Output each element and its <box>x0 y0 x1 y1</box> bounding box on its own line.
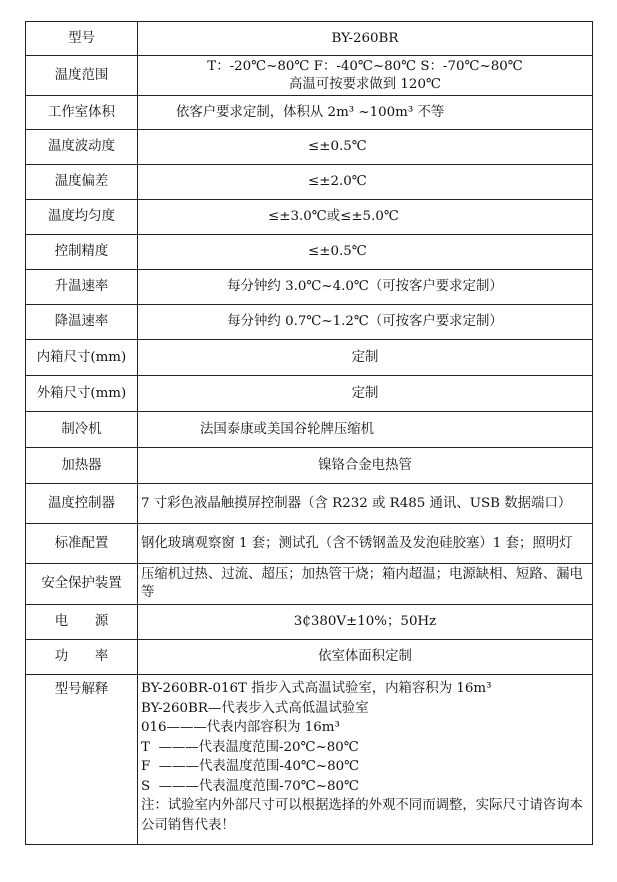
table-row <box>26 524 593 564</box>
row-label: 型号解释 <box>26 675 138 845</box>
row-value: 钢化玻璃观察窗 1 套；测试孔（含不锈钢盖及发泡硅胶塞）1 套；照明灯 <box>138 524 593 564</box>
row-value: ≤±0.5℃ <box>138 235 593 270</box>
row-value: 依客户要求定制，体积从 2m³ ~100m³ 不等 <box>138 96 593 130</box>
row-value: ≤±0.5℃ <box>138 130 593 165</box>
model-explain-line: F ———代表温度范围-40℃~80℃ <box>141 759 360 774</box>
row-value: 定制 <box>138 376 593 412</box>
row-label: 温度控制器 <box>26 484 138 524</box>
model-explain-line: T ———代表温度范围-20℃~80℃ <box>141 739 359 755</box>
row-value: 每分钟约 0.7℃~1.2℃（可按客户要求定制） <box>138 305 593 340</box>
row-label: 控制精度 <box>26 235 138 270</box>
table-row <box>26 340 593 376</box>
table-row <box>26 305 593 340</box>
row-value: 法国泰康或美国谷轮牌压缩机 <box>138 412 593 448</box>
row-value <box>138 56 593 96</box>
table-row <box>26 270 593 305</box>
row-value: 镍铬合金电热管 <box>138 448 593 484</box>
row-label: 内箱尺寸(mm) <box>26 340 138 376</box>
row-value: ≤±3.0℃或≤±5.0℃ <box>138 200 593 235</box>
spec-table <box>25 21 593 845</box>
table-row <box>26 412 593 448</box>
table-row <box>26 165 593 200</box>
row-label: 工作室体积 <box>26 96 138 130</box>
model-explain-line: S ———代表温度范围-70℃~80℃ <box>141 778 359 794</box>
row-label: 温度均匀度 <box>26 200 138 235</box>
row-value: 压缩机过热、过流、超压；加热管干烧；箱内超温；电源缺相、短路、漏电等 <box>138 564 593 605</box>
row-label: 升温速率 <box>26 270 138 305</box>
value-line: 高温可按要求做到 120℃ <box>289 76 441 92</box>
row-value <box>138 675 593 845</box>
table-row <box>26 564 593 605</box>
row-value: 每分钟约 3.0℃~4.0℃（可按客户要求定制） <box>138 270 593 305</box>
table-row <box>26 235 593 270</box>
model-explain-line: BY-260BR—代表步入式高低温试验室 <box>141 700 369 716</box>
value-line: T：-20℃~80℃ F：-40℃~80℃ S：-70℃~80℃ <box>207 58 523 74</box>
row-label: 温度波动度 <box>26 130 138 165</box>
row-value: 3₵380V±10%；50Hz <box>138 605 593 640</box>
table-row <box>26 675 593 845</box>
row-value: ≤±2.0℃ <box>138 165 593 200</box>
row-label: 降温速率 <box>26 305 138 340</box>
table-row <box>26 484 593 524</box>
row-label: 型号 <box>26 22 138 56</box>
table-row <box>26 96 593 130</box>
row-label: 外箱尺寸(mm) <box>26 376 138 412</box>
table-row <box>26 22 593 56</box>
row-label: 温度偏差 <box>26 165 138 200</box>
row-label: 制冷机 <box>26 412 138 448</box>
row-label: 安全保护装置 <box>26 564 138 605</box>
row-value: 依室体面积定制 <box>138 640 593 675</box>
model-explain-line: 016———代表内部容积为 16m³ <box>141 720 340 735</box>
table-row <box>26 200 593 235</box>
row-label: 功 率 <box>26 640 138 675</box>
row-value: 定制 <box>138 340 593 376</box>
row-value: BY-260BR <box>138 22 593 56</box>
row-label: 加热器 <box>26 448 138 484</box>
row-label: 标准配置 <box>26 524 138 564</box>
row-value: 7 寸彩色液晶触摸屏控制器（含 R232 或 R485 通讯、USB 数据端口） <box>138 484 593 524</box>
table-row <box>26 376 593 412</box>
model-explain-note: 注：试验室内外部尺寸可以根据选择的外观不同而调整，实际尺寸请咨询本公司销售代表！ <box>141 798 583 833</box>
table-row <box>26 448 593 484</box>
table-row <box>26 605 593 640</box>
table-row <box>26 56 593 96</box>
model-explain-line: BY-260BR-016T 指步入式高温试验室，内箱容积为 16m³ <box>141 681 492 696</box>
row-label: 电 源 <box>26 605 138 640</box>
table-row <box>26 130 593 165</box>
table-row <box>26 640 593 675</box>
row-label: 温度范围 <box>26 56 138 96</box>
